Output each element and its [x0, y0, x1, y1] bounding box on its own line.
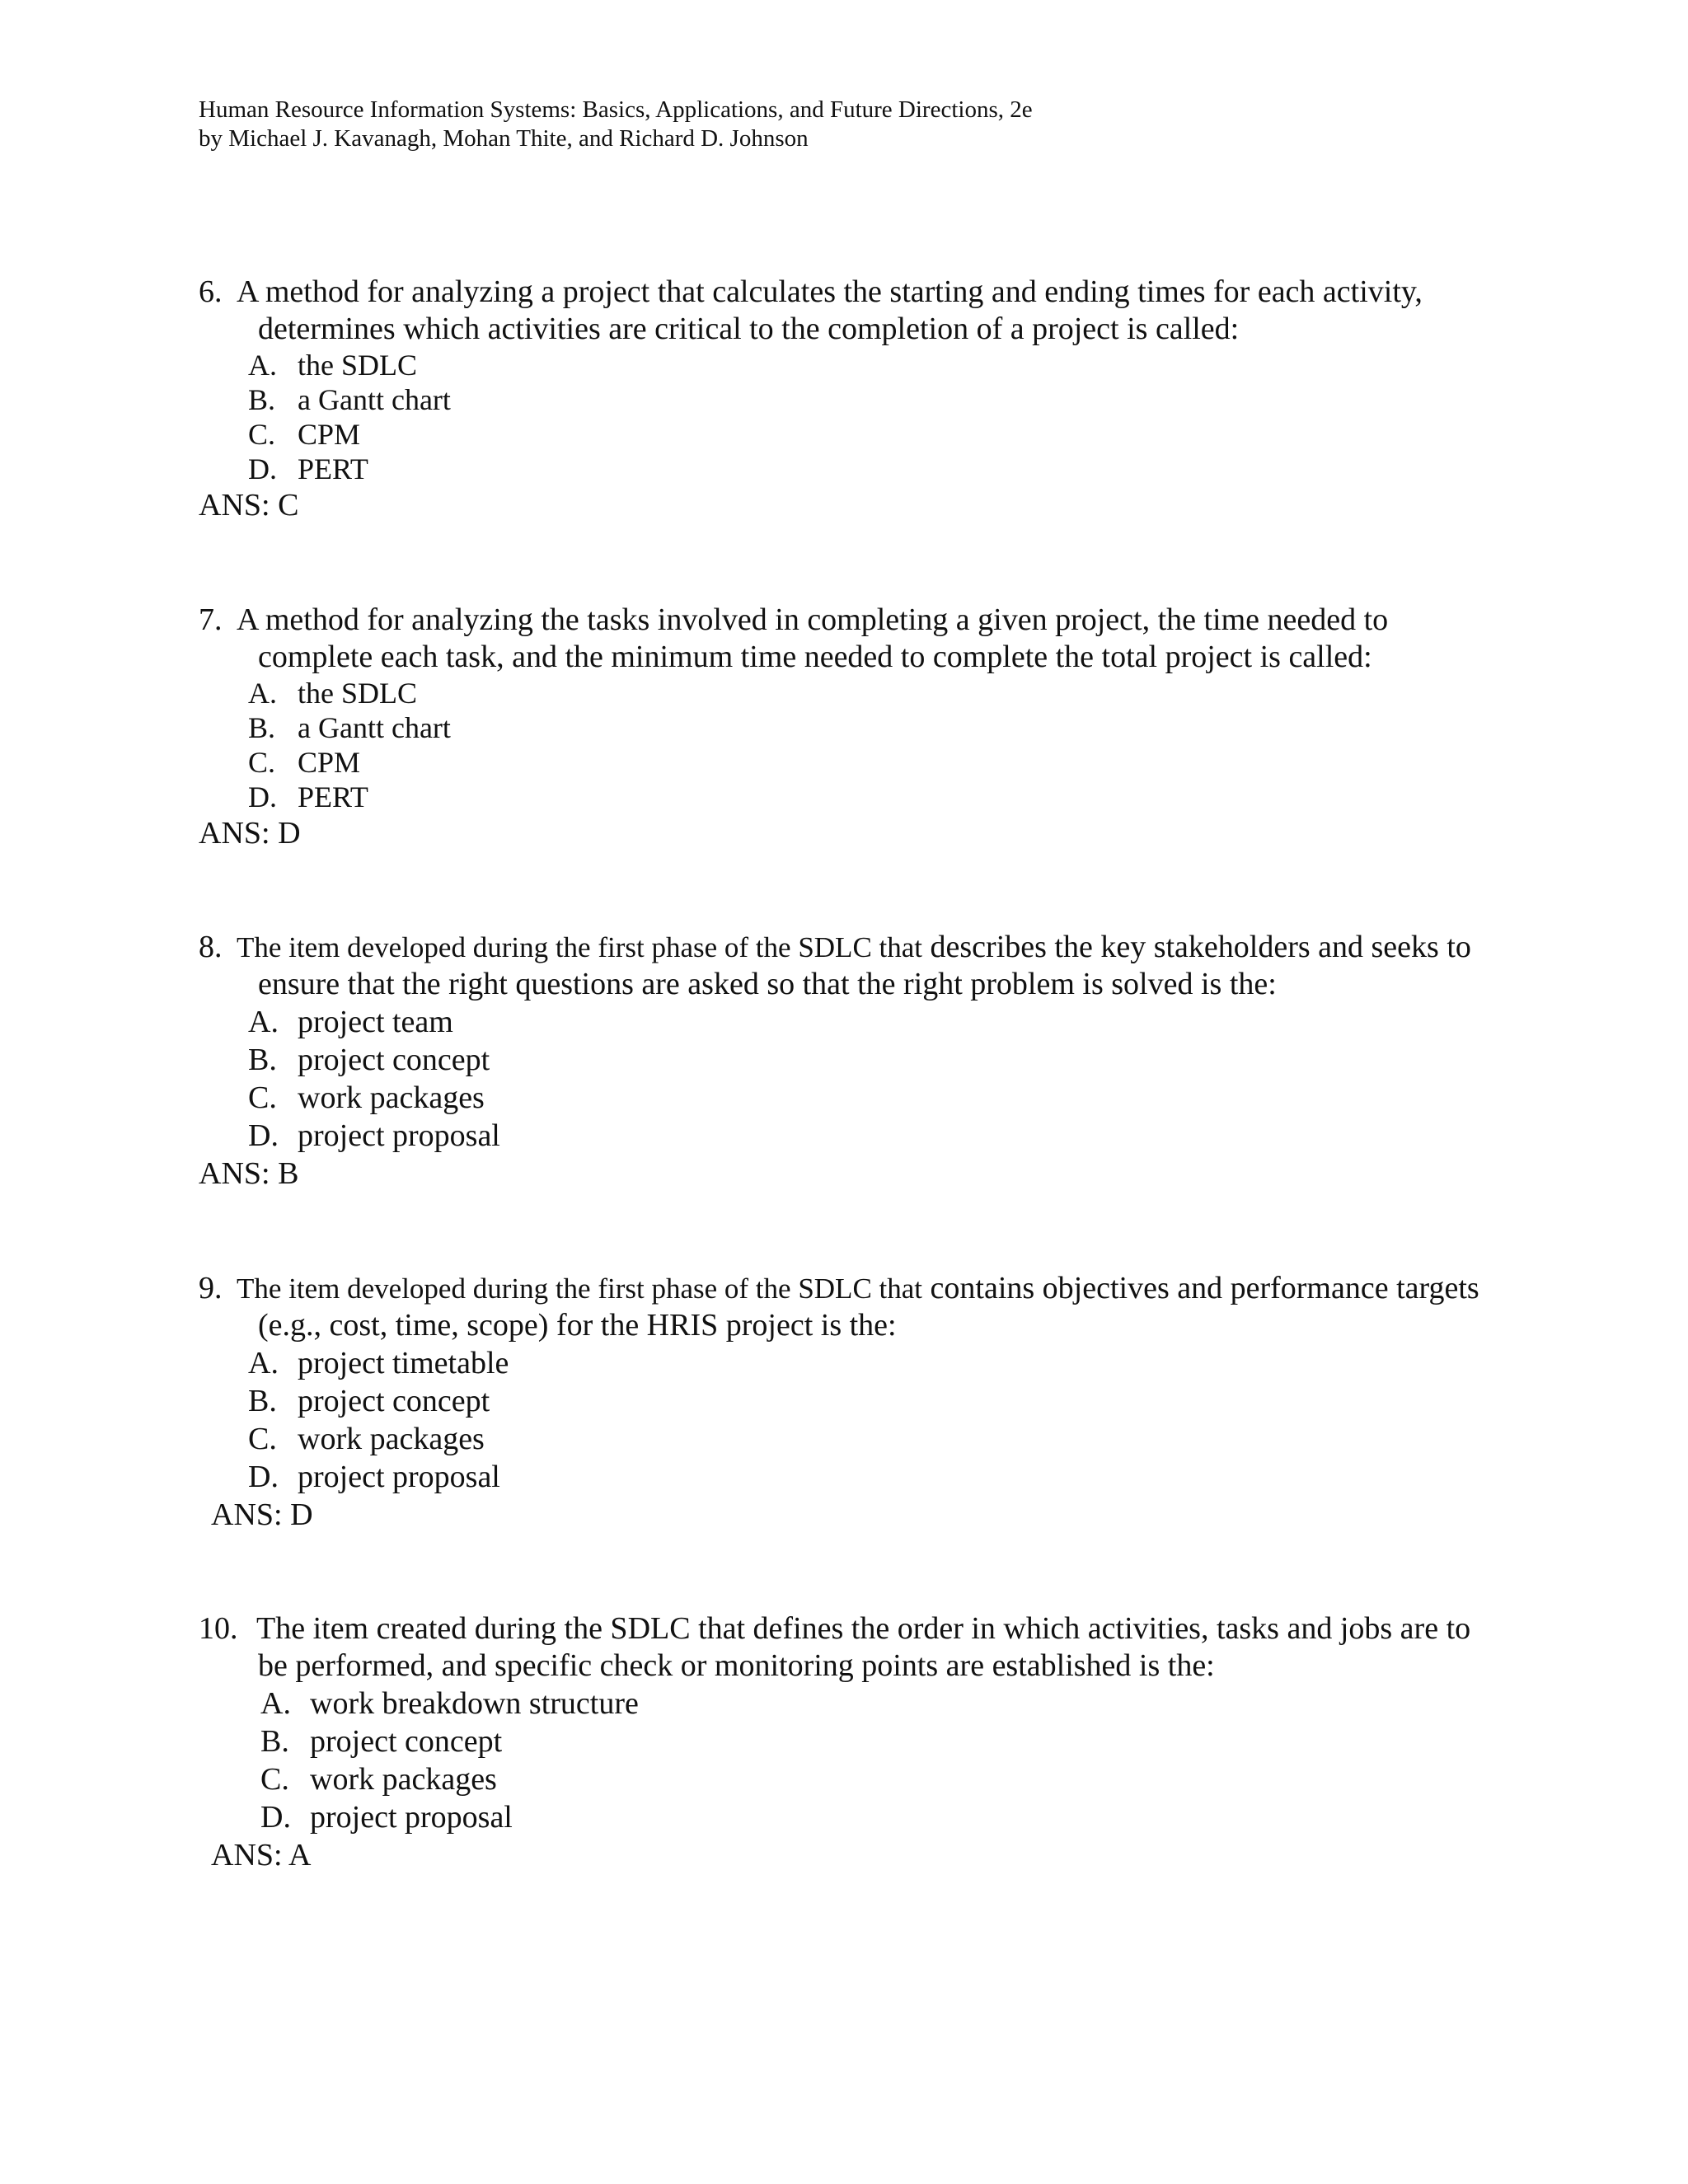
- option-letter: A.: [248, 1346, 279, 1380]
- option-text: CPM: [298, 746, 361, 779]
- question-8: [199, 929, 1484, 1193]
- question-9: [199, 1270, 1484, 1534]
- option-text: project proposal: [310, 1800, 513, 1835]
- option-d: [199, 452, 1484, 486]
- question-stem: [199, 602, 1484, 676]
- option-letter: A.: [260, 1686, 291, 1721]
- option-c: [199, 1420, 1484, 1458]
- option-text: work packages: [298, 1422, 485, 1456]
- answer-options: [199, 1003, 1484, 1155]
- question-text: The item created during the SDLC that defines the order in which activities, tasks and jobs are to be performed, and specific check or monitoring points are established is the:: [256, 1611, 1471, 1683]
- option-text: project concept: [298, 1384, 490, 1418]
- question-stem: [199, 1270, 1484, 1344]
- option-letter: C.: [248, 418, 276, 451]
- answer-options: [199, 676, 1484, 814]
- option-text: a Gantt chart: [298, 383, 451, 416]
- option-letter: A.: [248, 677, 277, 710]
- question-stem: [199, 929, 1484, 1003]
- option-text: project concept: [298, 1043, 490, 1077]
- question-7: [199, 602, 1484, 852]
- option-a: [199, 1003, 1484, 1041]
- option-c: [199, 1760, 1484, 1798]
- option-text: CPM: [298, 418, 361, 451]
- option-letter: D.: [248, 452, 277, 485]
- document-header: [199, 96, 1033, 153]
- question-text: describes the key stakeholders and seeks to ensure that the right questions are asked so that the right problem is solved is the:: [258, 930, 1471, 1001]
- answer-options: [199, 1344, 1484, 1496]
- question-text: A method for analyzing a project that calculates the starting and ending times for each activity, determines which activities are critical to the completion of a project is called:: [237, 274, 1423, 346]
- option-letter: B.: [260, 1724, 289, 1759]
- option-text: PERT: [298, 452, 368, 485]
- option-text: project proposal: [298, 1460, 500, 1494]
- question-number: 7.: [199, 602, 223, 637]
- question-number: 6.: [199, 274, 223, 309]
- option-b: [199, 382, 1484, 417]
- option-a: [199, 1344, 1484, 1382]
- answer-options: [199, 1685, 1484, 1836]
- option-letter: A.: [248, 1005, 279, 1039]
- option-b: [199, 1722, 1484, 1760]
- question-stem: [199, 1610, 1484, 1685]
- option-text: work breakdown structure: [310, 1686, 639, 1721]
- option-letter: B.: [248, 711, 276, 744]
- answer-key: ANS: B: [199, 1156, 299, 1191]
- question-text: contains objectives and performance targets (e.g., cost, time, scope) for the HRIS project is the:: [258, 1271, 1479, 1343]
- option-letter: C.: [248, 746, 276, 779]
- answer-key: ANS: D: [211, 1497, 313, 1532]
- question-stem: [199, 274, 1484, 348]
- question-text: A method for analyzing the tasks involved in completing a given project, the time needed to complete each task, and the minimum time needed to complete the total project is called:: [237, 602, 1389, 674]
- option-text: project timetable: [298, 1346, 509, 1380]
- answer-key: ANS: D: [199, 816, 301, 851]
- option-c: [199, 1079, 1484, 1117]
- question-number: 10.: [199, 1611, 238, 1646]
- option-b: [199, 710, 1484, 745]
- option-text: work packages: [298, 1080, 485, 1115]
- option-text: project team: [298, 1005, 453, 1039]
- answer-options: [199, 348, 1484, 486]
- option-d: [199, 780, 1484, 814]
- question-text-small: The item developed during the first phase of the SDLC that: [237, 1272, 923, 1305]
- option-letter: D.: [248, 1118, 279, 1153]
- option-text: PERT: [298, 780, 368, 813]
- option-text: work packages: [310, 1762, 497, 1797]
- option-b: [199, 1041, 1484, 1079]
- option-c: [199, 417, 1484, 452]
- option-letter: B.: [248, 1043, 277, 1077]
- option-text: the SDLC: [298, 677, 418, 710]
- question-10: [199, 1610, 1484, 1874]
- option-letter: D.: [260, 1800, 291, 1835]
- option-letter: D.: [248, 780, 277, 813]
- option-letter: B.: [248, 1384, 277, 1418]
- header-book-title: Human Resource Information Systems: Basics, Applications, and Future Directions, 2e: [199, 96, 1033, 123]
- option-a: [199, 348, 1484, 382]
- option-letter: A.: [248, 349, 277, 382]
- option-text: project proposal: [298, 1118, 500, 1153]
- question-number: 9.: [199, 1271, 223, 1305]
- option-d: [199, 1458, 1484, 1496]
- option-text: a Gantt chart: [298, 711, 451, 744]
- question-text-small: The item developed during the first phase of the SDLC that: [237, 931, 923, 963]
- question-6: [199, 274, 1484, 524]
- option-letter: D.: [248, 1460, 279, 1494]
- header-authors: by Michael J. Kavanagh, Mohan Thite, and Richard D. Johnson: [199, 125, 809, 152]
- option-letter: C.: [260, 1762, 289, 1797]
- option-c: [199, 745, 1484, 780]
- answer-key: ANS: C: [199, 488, 299, 523]
- option-d: [199, 1798, 1484, 1836]
- option-d: [199, 1117, 1484, 1155]
- option-b: [199, 1382, 1484, 1420]
- option-letter: C.: [248, 1080, 277, 1115]
- option-text: the SDLC: [298, 349, 418, 382]
- option-a: [199, 676, 1484, 710]
- question-number: 8.: [199, 930, 223, 964]
- option-text: project concept: [310, 1724, 503, 1759]
- option-a: [199, 1685, 1484, 1722]
- option-letter: B.: [248, 383, 276, 416]
- option-letter: C.: [248, 1422, 277, 1456]
- answer-key: ANS: A: [211, 1838, 312, 1872]
